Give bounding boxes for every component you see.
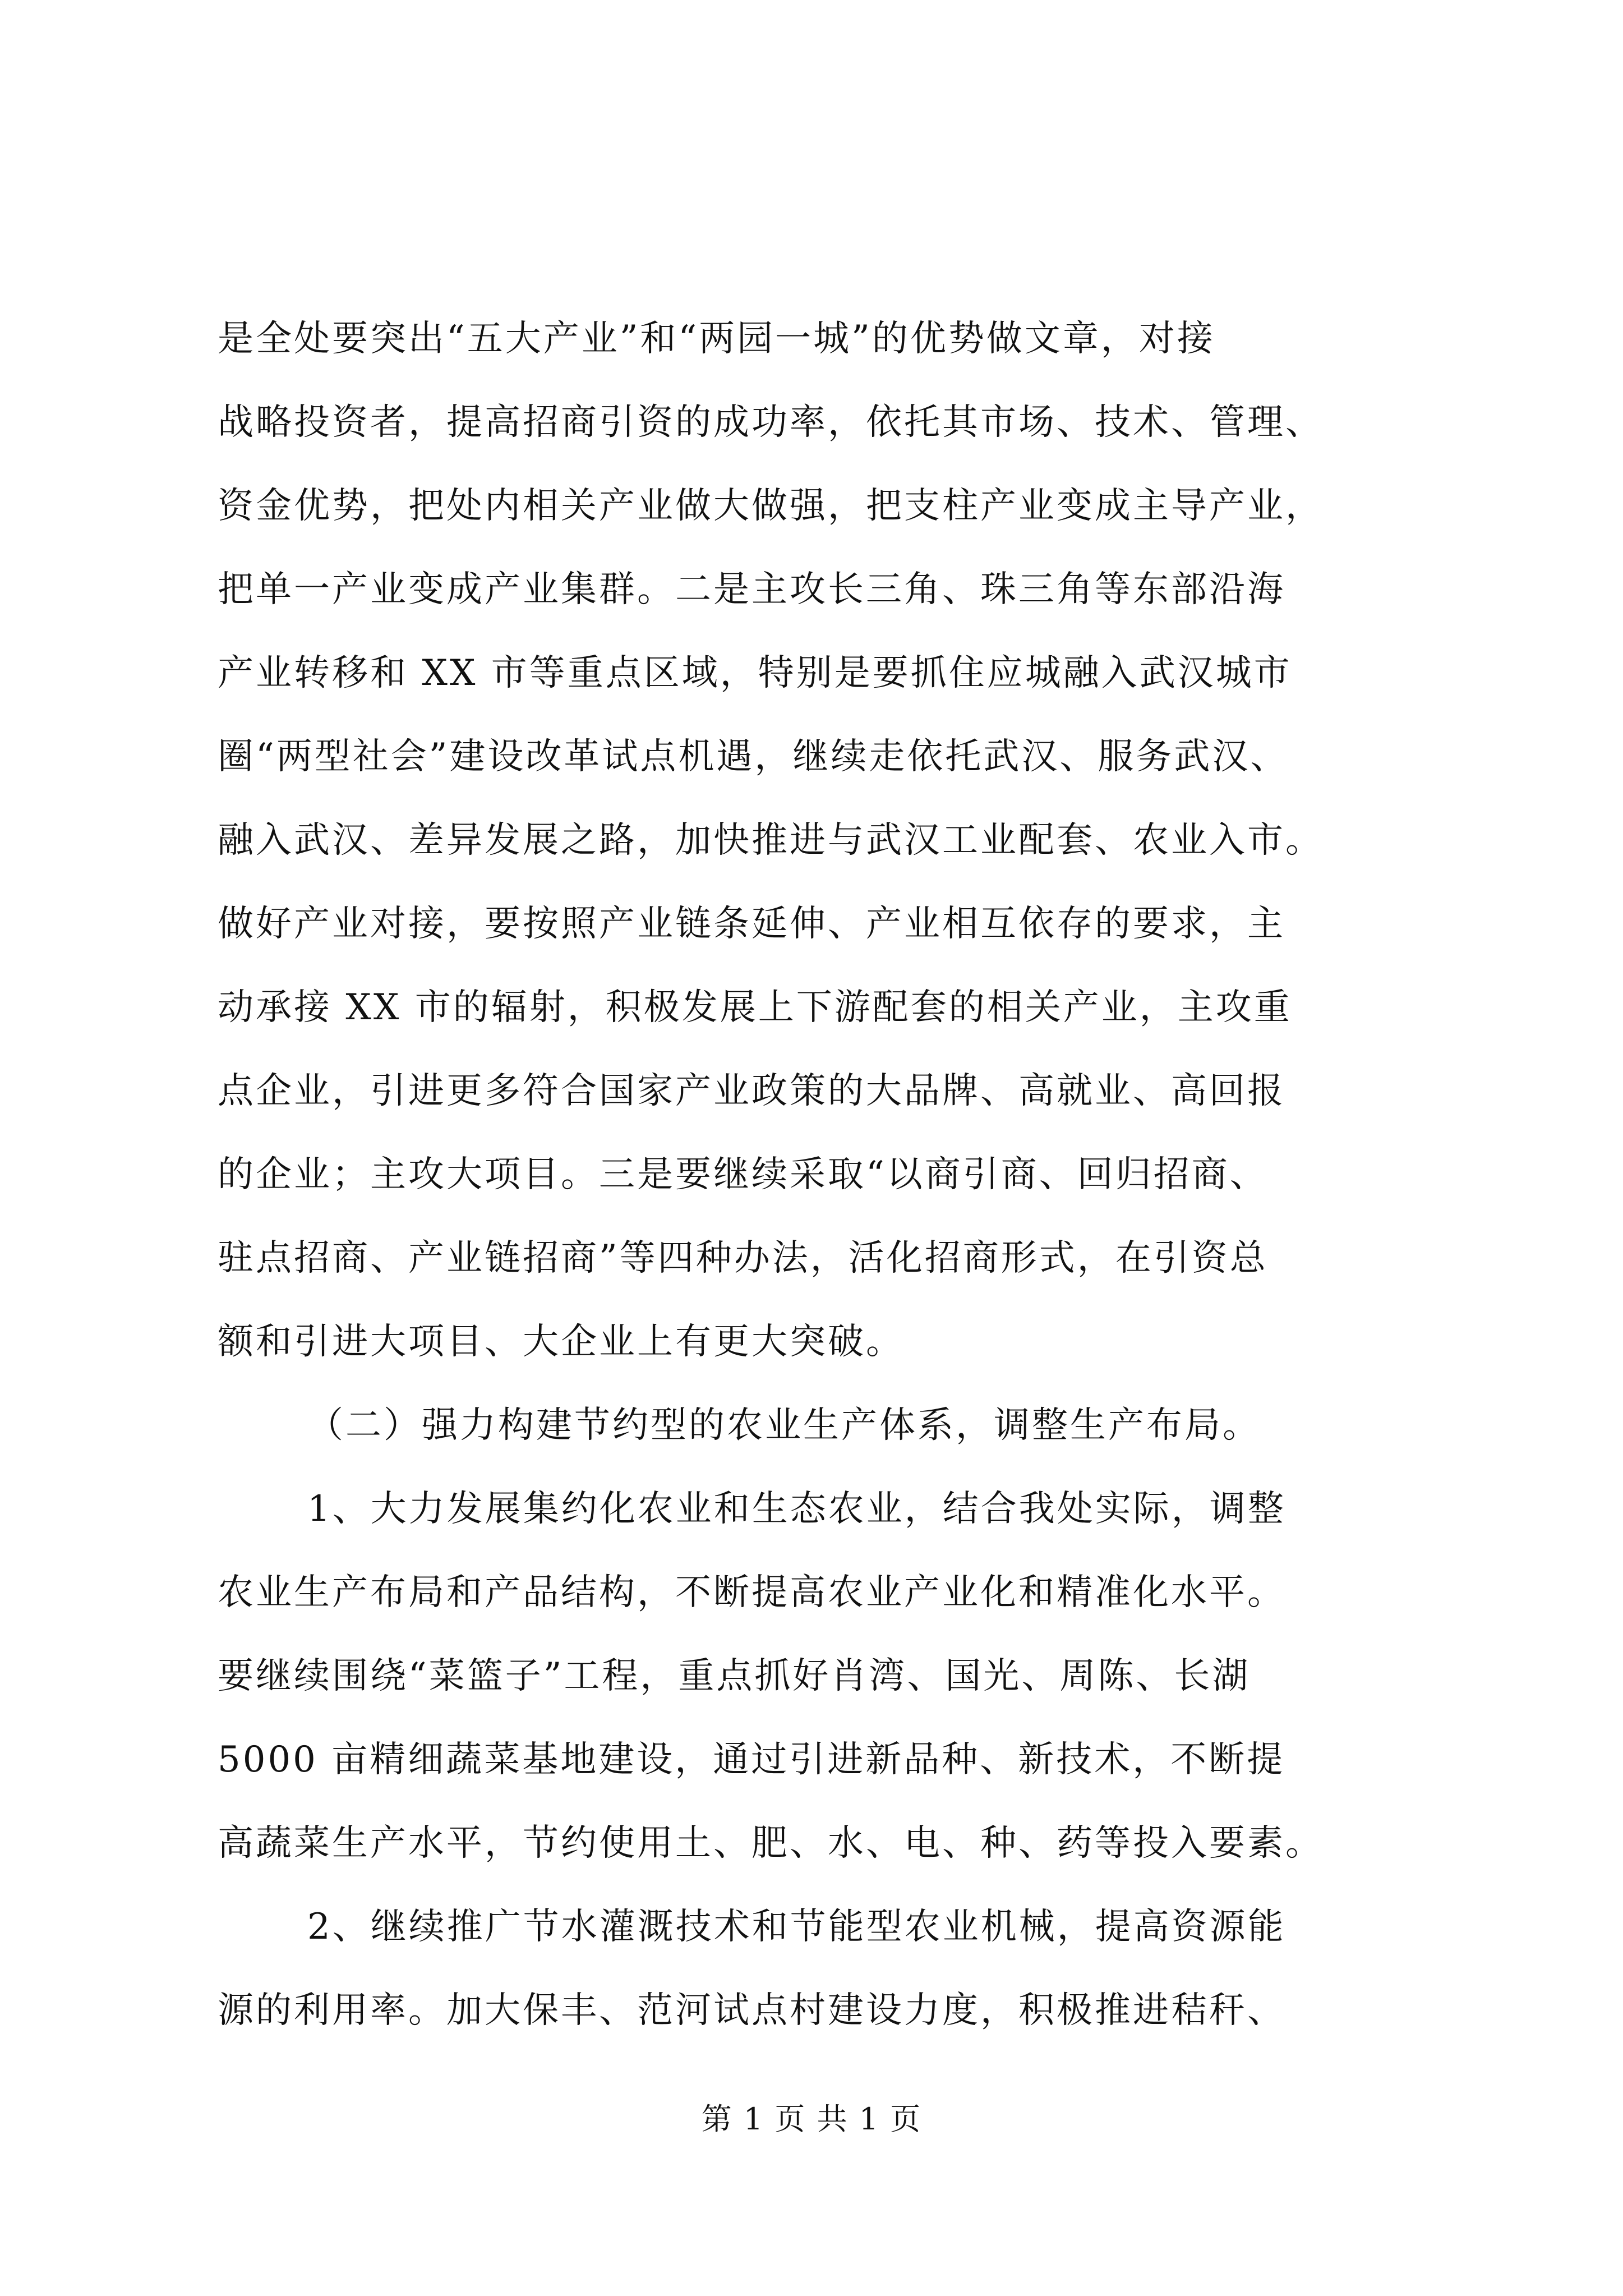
text-line: 点企业，引进更多符合国家产业政策的大品牌、高就业、高回报	[218, 1070, 1285, 1112]
text-line: 资金优势，把处内相关产业做大做强，把支柱产业变成主导产业，	[218, 485, 1324, 527]
text-line: 战略投资者，提高招商引资的成功率，依托其市场、技术、管理、	[218, 402, 1324, 443]
text-line: 农业生产布局和产品结构，不断提高农业产业化和精准化水平。	[218, 1572, 1285, 1613]
text-line: 产业转移和 XX 市等重点区域，特别是要抓住应城融入武汉城市	[218, 652, 1292, 694]
text-line: 是全处要突出“五大产业”和“两园一城”的优势做文章，对接	[218, 318, 1215, 360]
text-line: 1、大力发展集约化农业和生态农业，结合我处实际，调整	[307, 1488, 1286, 1530]
text-line: 2、继续推广节水灌溉技术和节能型农业机械，提高资源能	[307, 1906, 1286, 1948]
text-line: 做好产业对接，要按照产业链条延伸、产业相互依存的要求，主	[218, 903, 1285, 945]
text-line: 额和引进大项目、大企业上有更大突破。	[218, 1321, 904, 1363]
section-heading: （二）强力构建节约型的农业生产体系，调整生产布局。	[307, 1405, 1261, 1446]
text-line: 融入武汉、差异发展之路，加快推进与武汉工业配套、农业入市。	[218, 820, 1324, 861]
text-line: 圈“两型社会”建设改革试点机遇，继续走依托武汉、服务武汉、	[218, 736, 1289, 777]
text-line: 的企业；主攻大项目。三是要继续采取“以商引商、回归招商、	[218, 1154, 1268, 1195]
text-line: 驻点招商、产业链招商”等四种办法，活化招商形式，在引资总	[218, 1237, 1268, 1279]
text-line: 源的利用率。加大保丰、范河试点村建设力度，积极推进秸秆、	[218, 1990, 1285, 2031]
text-line: 把单一产业变成产业集群。二是主攻长三角、珠三角等东部沿海	[218, 569, 1285, 610]
text-line: 动承接 XX 市的辐射，积极发展上下游配套的相关产业，主攻重	[218, 987, 1292, 1028]
document-body	[218, 297, 1429, 2053]
text-line: 要继续围绕“菜篮子”工程，重点抓好肖湾、国光、周陈、长湖	[218, 1655, 1251, 1697]
page-footer: 第 1 页 共 1 页	[701, 2101, 922, 2137]
text-line: 5000 亩精细蔬菜基地建设，通过引进新品种、新技术，不断提	[218, 1739, 1285, 1780]
text-line: 高蔬菜生产水平，节约使用土、肥、水、电、种、药等投入要素。	[218, 1823, 1324, 1864]
